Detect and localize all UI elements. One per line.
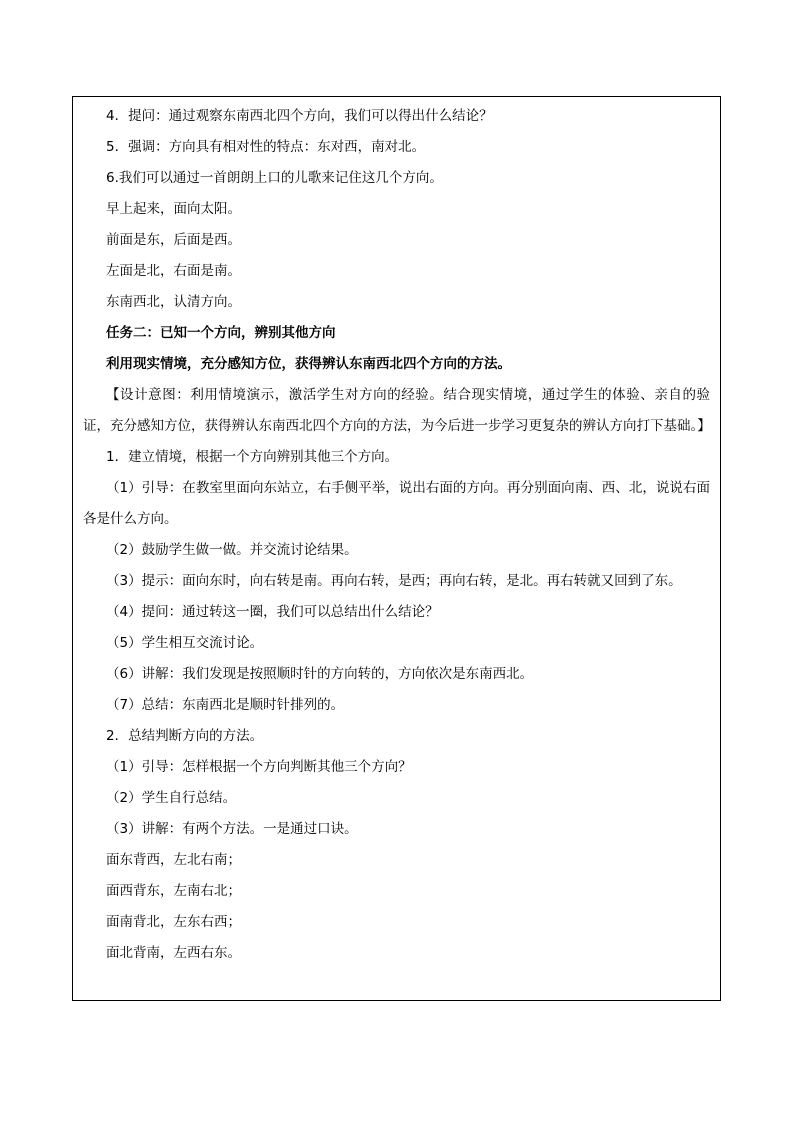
mnemonic-line-2: 面西背东，左南右北； (106, 883, 241, 899)
mnemonic-line-4: 面北背南，左西右东。 (106, 945, 241, 961)
step-1-4-question: （4）提问：通过转这一圈，我们可以总结出什么结论？ (106, 604, 439, 620)
step-1-6-explanation: （6）讲解：我们发现是按照顺时针的方向转的，方向依次是东南西北。 (106, 666, 534, 682)
step-5-emphasis: 5．强调：方向具有相对性的特点：东对西，南对北。 (106, 139, 426, 155)
step-2-1-guide: （1）引导：怎样根据一个方向判断其他三个方向？ (106, 759, 412, 775)
task-2-heading: 任务二：已知一个方向，辨别其他方向 (106, 325, 336, 341)
step-1-heading: 1．建立情境，根据一个方向辨别其他三个方向。 (106, 449, 399, 465)
rhyme-line-1: 早上起来，面向太阳。 (106, 201, 241, 217)
step-1-1-guide: （1）引导：在教室里面向东站立，右手侧平举，说出右面的方向。再分别面向南、西、北，说说右面各是什么方向。 (83, 480, 710, 527)
lesson-text (73, 97, 720, 969)
content-table-cell (72, 96, 721, 1001)
rhyme-line-4: 东南西北，认清方向。 (106, 294, 241, 310)
step-2-2-summary: （2）学生自行总结。 (106, 790, 237, 806)
rhyme-line-3: 左面是北，右面是南。 (106, 263, 241, 279)
step-1-7-summary: （7）总结：东南西北是顺时针排列的。 (106, 697, 345, 713)
mnemonic-line-3: 面南背北，左东右西； (106, 914, 241, 930)
step-6-rhyme-intro: 6.我们可以通过一首朗朗上口的儿歌来记住这几个方向。 (106, 170, 443, 186)
step-2-heading: 2．总结判断方向的方法。 (106, 728, 264, 744)
step-2-3-explanation: （3）讲解：有两个方法。一是通过口诀。 (106, 821, 358, 837)
rhyme-line-2: 前面是东，后面是西。 (106, 232, 241, 248)
mnemonic-line-1: 面东背西，左北右南； (106, 852, 241, 868)
step-1-2-practice: （2）鼓励学生做一做。并交流讨论结果。 (106, 542, 358, 558)
task-2-goal: 利用现实情境，充分感知方位，获得辨认东南西北四个方向的方法。 (106, 356, 511, 372)
design-intent: 【设计意图：利用情境演示，激活学生对方向的经验。结合现实情境，通过学生的体验、亲自的验证，充分感知方位，获得辨认东南西北四个方向的方法，为今后进一步学习更复杂的辨认方向打下基础。】 (83, 387, 711, 434)
step-1-3-hint: （3）提示：面向东时，向右转是南。再向右转，是西；再向右转，是北。再右转就又回到了东。 (106, 573, 682, 589)
step-4-question: 4．提问：通过观察东南西北四个方向，我们可以得出什么结论？ (106, 108, 493, 124)
step-1-5-discussion: （5）学生相互交流讨论。 (106, 635, 264, 651)
